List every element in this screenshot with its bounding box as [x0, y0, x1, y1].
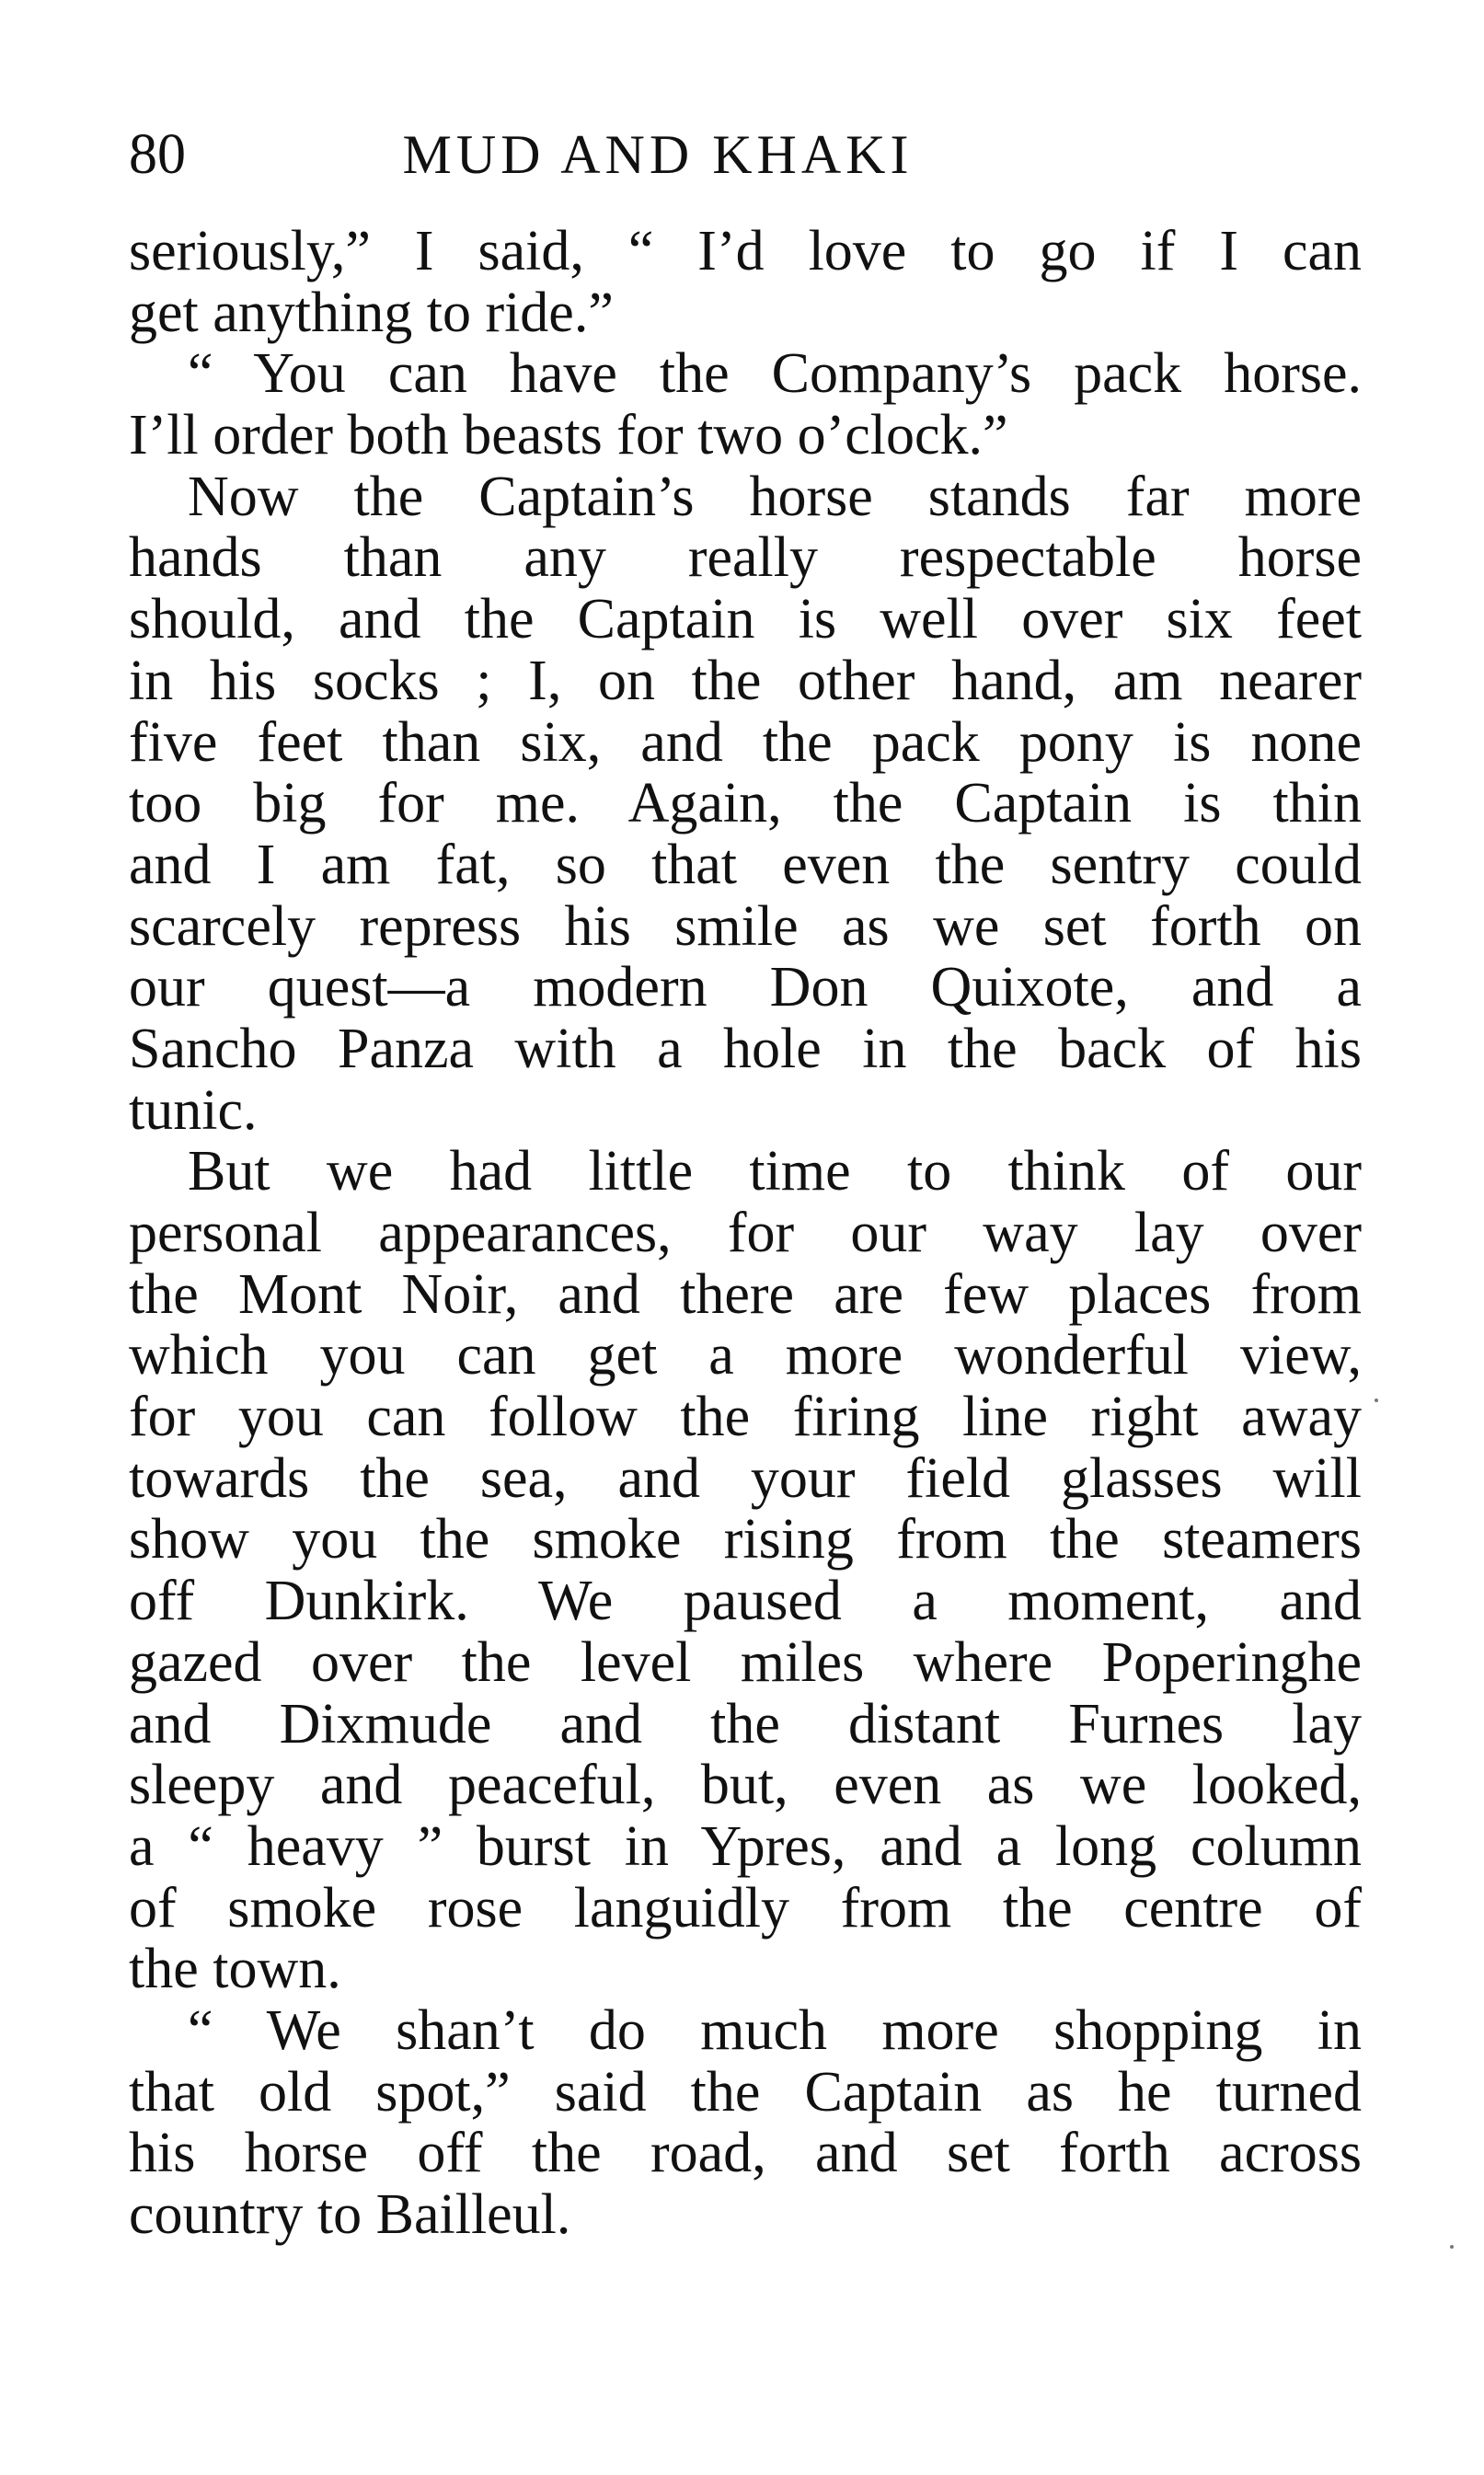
- text-line: “ We shan’t do much more shopping in: [188, 1998, 1362, 2062]
- text-line: tunic.: [129, 1078, 258, 1142]
- page-header: [129, 118, 1362, 191]
- text-line: personal appearances, for our way lay over: [129, 1202, 1362, 1264]
- text-line: But we had little time to think of our: [188, 1140, 1362, 1203]
- text-line: scarcely repress his smile as we set forth on: [129, 894, 1362, 958]
- text-line: his horse off the road, and set forth across: [129, 2122, 1362, 2185]
- text-line: a “ heavy ” burst in Ypres, and a long column: [129, 1814, 1362, 1878]
- text-line: get anything to ride.”: [129, 281, 614, 344]
- text-line: Now the Captain’s horse stands far more: [188, 465, 1362, 528]
- text-line: too big for me. Again, the Captain is thin: [129, 772, 1362, 835]
- text-line: hands than any really respectable horse: [129, 526, 1362, 590]
- text-line: I’ll order both beasts for two o’clock.”: [129, 404, 1008, 467]
- text-line: sleepy and peaceful, but, even as we looked,: [129, 1754, 1362, 1817]
- text-line: the Mont Noir, and there are few places from: [129, 1262, 1362, 1326]
- text-line: for you can follow the firing line right away: [129, 1386, 1362, 1449]
- text-line: towards the sea, and your field glasses will: [129, 1446, 1362, 1510]
- text-line: the town.: [129, 1938, 341, 2001]
- text-line: which you can get a more wonderful view,: [129, 1324, 1362, 1387]
- print-speck: [1375, 1399, 1378, 1402]
- text-line: our quest—a modern Don Quixote, and a: [129, 956, 1362, 1019]
- print-speck: [1450, 2245, 1454, 2249]
- text-line: gazed over the level miles where Poperinghe: [129, 1630, 1362, 1694]
- text-line: of smoke rose languidly from the centre of: [129, 1876, 1362, 1940]
- text-line: off Dunkirk. We paused a moment, and: [129, 1570, 1362, 1633]
- running-title: MUD AND KHAKI: [402, 124, 914, 185]
- body-text: [129, 221, 1362, 2246]
- text-line: and I am fat, so that even the sentry could: [129, 833, 1362, 896]
- text-line: seriously,” I said, “ I’d love to go if I can: [129, 220, 1362, 282]
- text-line: in his socks ; I, on the other hand, am nearer: [129, 649, 1362, 712]
- text-line: Sancho Panza with a hole in the back of his: [129, 1017, 1362, 1080]
- text-line: show you the smoke rising from the steamers: [129, 1508, 1362, 1571]
- text-line: that old spot,” said the Captain as he turned: [129, 2060, 1362, 2124]
- text-line: should, and the Captain is well over six feet: [129, 588, 1362, 651]
- text-line: “ You can have the Company’s pack horse.: [188, 342, 1362, 406]
- text-line: five feet than six, and the pack pony is none: [129, 710, 1362, 774]
- page-number: 80: [129, 123, 186, 186]
- text-line: and Dixmude and the distant Furnes lay: [129, 1692, 1362, 1756]
- text-line: country to Bailleul.: [129, 2183, 571, 2246]
